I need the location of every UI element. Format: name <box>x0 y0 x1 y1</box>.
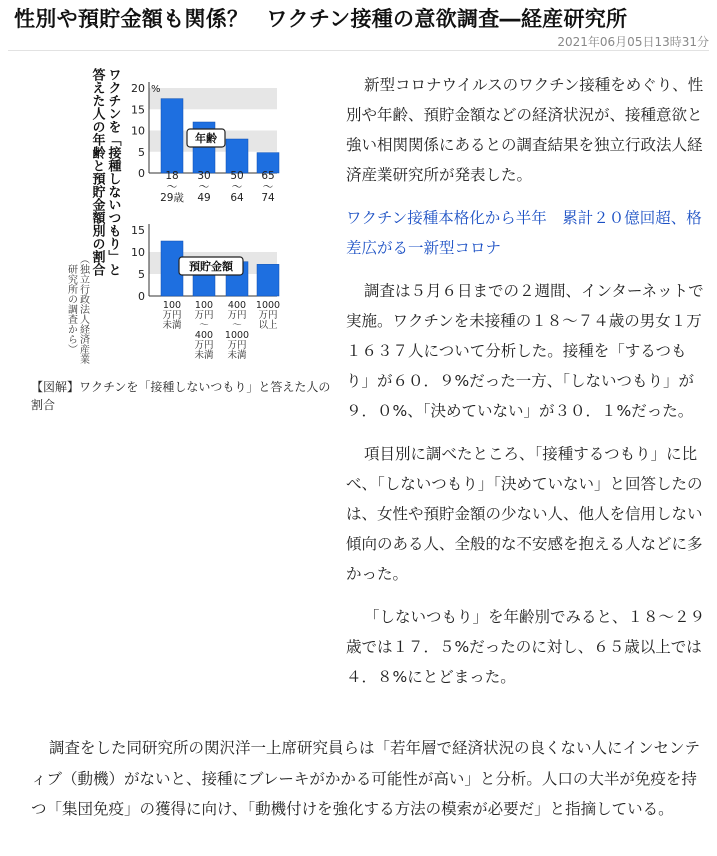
divider <box>8 50 709 51</box>
chart-title-line1: ワクチンを「接種しないつもり」と <box>105 68 121 276</box>
paragraph-1 <box>346 70 708 190</box>
bar <box>257 264 279 296</box>
x-tick-label: 65 〜 74 <box>261 170 275 204</box>
paragraph-3 <box>346 439 708 589</box>
paragraph-1-text: 新型コロナウイルスのワクチン接種をめぐり、性別や年齢、預貯金額などの経済状況が、接種意欲と強い相関関係にあるとの調査結果を独立行政法人経済産業研究所が発表した。 <box>346 76 704 184</box>
y-tick-label: 5 <box>138 268 145 281</box>
bar <box>226 139 248 173</box>
publish-date: 2021年06月05日13時31分 <box>557 35 709 49</box>
article-title <box>14 4 714 34</box>
chart-source-line2: 研究所の調査から） <box>65 264 77 354</box>
legend-label: 年齢 <box>195 132 217 145</box>
x-tick-label: 50 〜 64 <box>230 170 244 204</box>
y-tick-label: 20 <box>131 82 145 95</box>
y-tick-label: 5 <box>138 145 145 159</box>
x-tick-label: 100 万円〜 400 万円未満 <box>194 300 214 361</box>
chart-title-line2: 答えた人の年齢と預貯金額別の割合 <box>89 68 105 276</box>
chart-source-line1: （独立行政法人経済産業 <box>77 254 89 364</box>
title-part2: ワクチン接種の意欲調査―経産研究所 <box>266 7 628 31</box>
y-tick-label: 0 <box>138 167 145 180</box>
chart-figure <box>31 64 330 376</box>
chart-svg <box>31 64 330 376</box>
paragraph-5-text: 調査をした同研究所の関沢洋一上席研究員らは「若年層で経済状況の良くない人にインセンティブ（動機）がないと、接種にブレーキがかかる可能性が高い」と分析。人口の大半が免疫を持つ「集団免疫」の獲得に向け、「動機付けを強化する方法の模索が必要だ」と指摘している。 <box>31 739 701 818</box>
x-tick-label: 18 〜 29歳 <box>160 170 184 204</box>
x-tick-label: 400 万円〜 1000 万円未満 <box>224 300 250 361</box>
paragraph-4 <box>346 602 708 692</box>
y-unit-label: % <box>151 84 161 95</box>
article-column <box>346 70 708 692</box>
chart-panels <box>131 82 280 361</box>
figure-caption: 【図解】ワクチンを「接種しないつもり」と答えた人の割合 <box>31 380 331 412</box>
title-part1: 性別や預貯金額も関係？ <box>14 7 249 31</box>
paragraph-2-text: 調査は５月６日までの２週間、インターネットで実施。ワクチンを未接種の１８～７４歳の男女１万１６３７人について分析した。接種を「するつもり」が６０．９%だった一方、「しないつもり」が９．０%、「決めていない」が３０．１%だった。 <box>346 282 704 420</box>
x-tick-label: 100 万円未満 <box>162 300 182 331</box>
related-article-link[interactable]: ワクチン接種本格化から半年 累計２０億回超、格差広がる一新型コロナ <box>346 209 702 257</box>
legend-label: 預貯金額 <box>189 260 233 273</box>
y-tick-label: 0 <box>138 290 145 303</box>
paragraph-3-text: 項目別に調べたところ、「接種するつもり」に比べ、「しないつもり」「決めていない」と回答したのは、女性や預貯金額の少ない人、他人を信用しない傾向のある人、全般的な不安感を抱える人などに多かった。 <box>346 445 703 583</box>
paragraph-4-text: 「しないつもり」を年齢別でみると、１８～２９歳では１７．５%だったのに対し、６５歳以上では４．８%にとどまった。 <box>346 608 706 686</box>
y-tick-label: 15 <box>131 103 145 117</box>
y-tick-label: 15 <box>131 224 145 237</box>
paragraph-5 <box>31 733 709 825</box>
x-tick-label: 30 〜 49 <box>197 170 211 204</box>
y-tick-label: 10 <box>131 246 145 259</box>
y-tick-label: 10 <box>131 124 145 138</box>
bar <box>161 99 183 173</box>
article-full-width <box>31 733 709 825</box>
x-tick-label: 1000 万円以上 <box>255 300 281 331</box>
paragraph-2 <box>346 276 708 426</box>
